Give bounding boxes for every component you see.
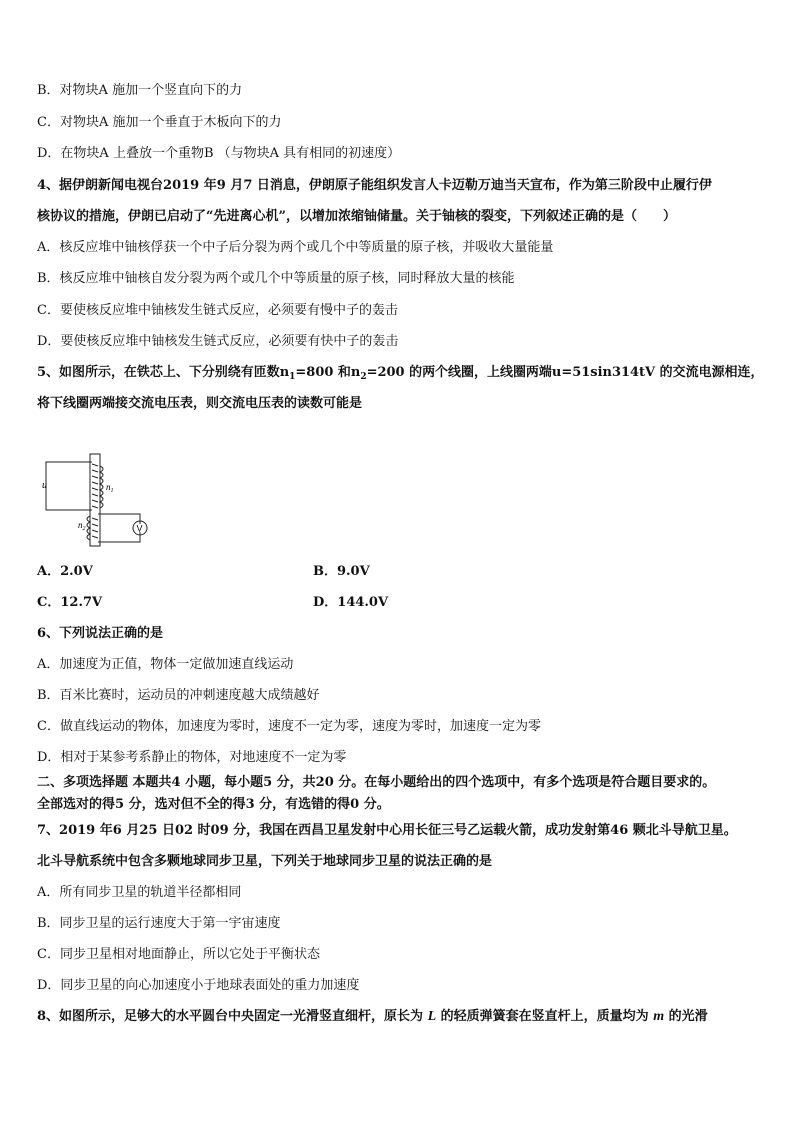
q6-option-a: A．加速度为正值，物体一定做加速直线运动	[37, 657, 294, 672]
fig-label-n2	[78, 520, 86, 532]
q8-stem-text-b: 的轻质弹簧套在竖直杆上，质量均为	[440, 1009, 649, 1024]
fig-label-n1-sub: 1	[110, 488, 114, 494]
q4-option-b: B．核反应堆中铀核自发分裂为两个或几个中等质量的原子核，同时释放大量的核能	[37, 271, 515, 286]
q7-option-c: C．同步卫星相对地面静止，所以它处于平衡状态	[37, 947, 320, 962]
q8-var-l: L	[427, 1009, 437, 1024]
q5-option-c: C．12.7V	[37, 595, 103, 610]
q5-stem-text-b: =800 和n	[295, 365, 361, 380]
q3-option-d: D．在物块A 上叠放一个重物B （与物块A 具有相同的初速度）	[37, 146, 401, 161]
q6-stem: 6、下列说法正确的是	[37, 626, 164, 641]
q8-stem-text-a: 8、如图所示，足够大的水平圆台中央固定一光滑竖直细杆，原长为	[37, 1009, 424, 1024]
q4-option-a: A．核反应堆中铀核俘获一个中子后分裂为两个或几个中等质量的原子核，并吸收大量能量	[37, 240, 554, 255]
q8-stem-text-c: 的光滑	[668, 1009, 708, 1024]
q5-option-b: B．9.0V	[313, 564, 370, 579]
q5-stem-text-a: 5、如图所示，在铁芯上、下分别绕有匝数n	[37, 365, 290, 380]
q8-stem-line1	[37, 1008, 708, 1026]
q5-subscript-1: 1	[289, 372, 296, 382]
section2-heading-line1: 二、多项选择题 本题共4 小题，每小题5 分，共20 分。在每小题给出的四个选项中，有多个选项是符合题目要求的。	[37, 775, 716, 790]
q4-stem-line1: 4、据伊朗新闻电视台2019 年9 月7 日消息，伊朗原子能组织发言人卡迈勒万迪当天宣布，作为第三阶段中止履行伊	[37, 178, 712, 193]
q4-option-d: D．要使核反应堆中铀核发生链式反应，必须要有快中子的轰击	[37, 334, 399, 349]
q7-stem-line1: 7、2019 年6 月25 日02 时09 分，我国在西昌卫星发射中心用长征三号乙运载火箭，成功发射第46 颗北斗导航卫星。	[37, 823, 737, 838]
q7-option-d: D．同步卫星的向心加速度小于地球表面处的重力加速度	[37, 978, 360, 993]
fig-label-n2-sub: 2	[82, 526, 86, 532]
transformer-circuit-figure	[40, 452, 152, 548]
q7-stem-line2: 北斗导航系统中包含多颗地球同步卫星，下列关于地球同步卫星的说法正确的是	[37, 854, 493, 869]
section2-heading-line2: 全部选对的得5 分，选对但不全的得3 分，有选错的得0 分。	[37, 797, 390, 812]
q6-option-c: C．做直线运动的物体，加速度为零时，速度不一定为零，速度为零时，加速度一定为零	[37, 719, 541, 734]
fig-label-u: u	[42, 480, 47, 491]
fig-label-n1	[106, 482, 114, 494]
q6-option-b: B．百米比赛时，运动员的冲刺速度越大成绩越好	[37, 688, 320, 703]
q5-subscript-2: 2	[360, 372, 367, 382]
q4-option-c: C．要使核反应堆中铀核发生链式反应，必须要有慢中子的轰击	[37, 303, 398, 318]
q5-option-a: A．2.0V	[37, 564, 93, 579]
q6-option-d: D．相对于某参考系静止的物体，对地速度不一定为零	[37, 750, 347, 765]
fig-label-n2-n: n	[78, 520, 83, 530]
q7-option-b: B．同步卫星的运行速度大于第一宇宙速度	[37, 916, 281, 931]
q7-option-a: A．所有同步卫星的轨道半径都相同	[37, 885, 242, 900]
voltmeter-label: V	[136, 523, 143, 534]
q5-stem-line1	[37, 364, 764, 386]
fig-label-n1-n: n	[106, 482, 111, 492]
q5-stem-text-c: =200 的两个线圈，上线圈两端u=51sin314tV 的交流电源相连，	[366, 365, 764, 380]
q3-option-b: B．对物块A 施加一个竖直向下的力	[37, 83, 243, 98]
q8-var-m: m	[653, 1009, 665, 1024]
q5-option-d: D．144.0V	[313, 595, 389, 610]
q3-option-c: C．对物块A 施加一个垂直于木板向下的力	[37, 115, 282, 130]
q4-stem-line2: 核协议的措施，伊朗已启动了“先进离心机”，以增加浓缩铀储量。关于铀核的裂变，下列叙述正确的是（ ）	[37, 209, 676, 224]
q5-stem-line2: 将下线圈两端接交流电压表，则交流电压表的读数可能是	[37, 396, 363, 411]
